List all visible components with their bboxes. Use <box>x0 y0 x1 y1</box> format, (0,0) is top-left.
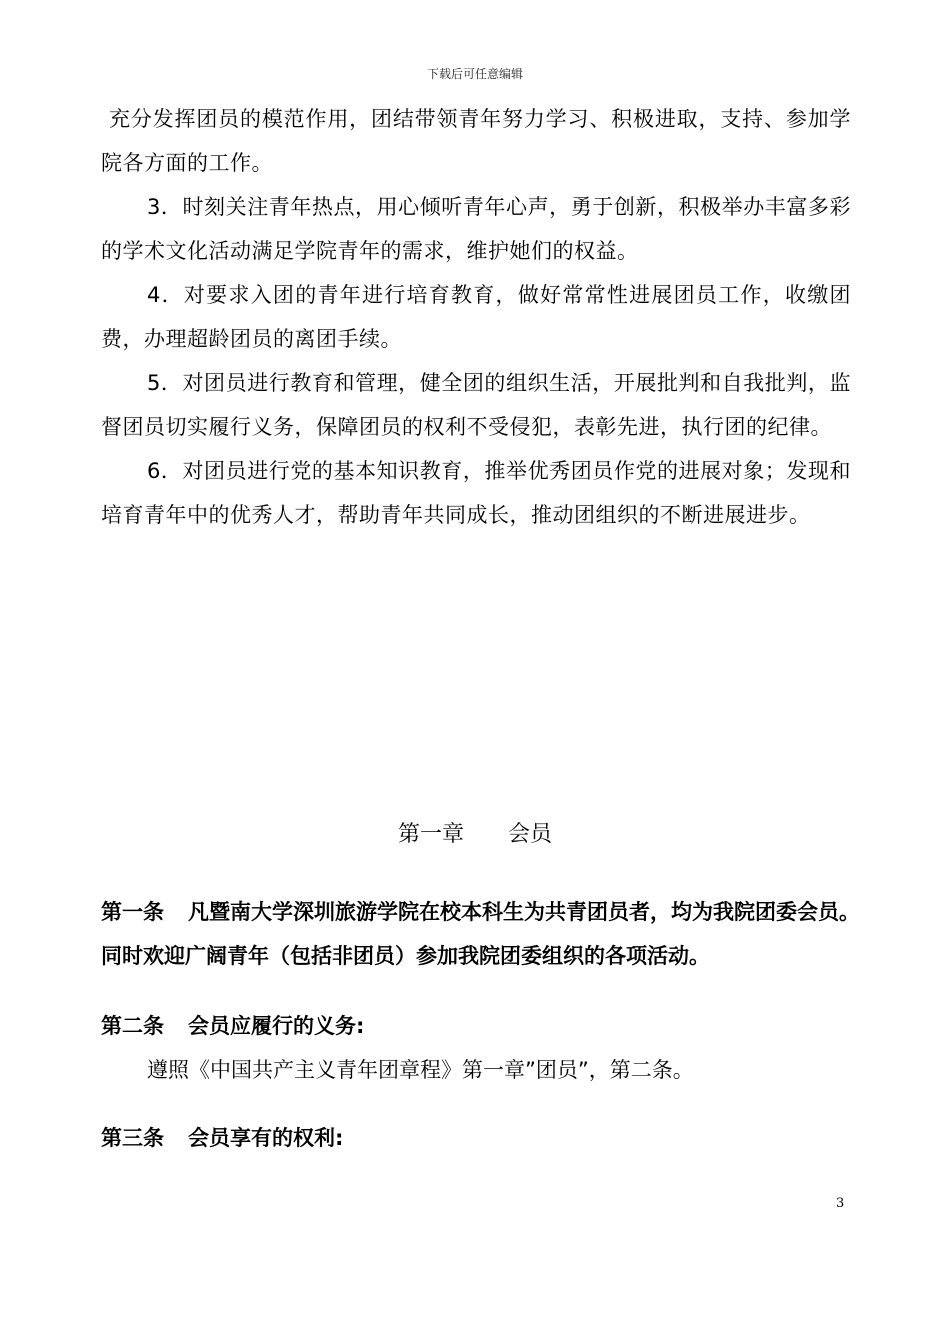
chapter-title: 会员 <box>508 822 553 847</box>
article-3-label: 第三条 <box>101 1126 164 1150</box>
chapter-heading <box>0 815 950 855</box>
articles-section <box>101 890 861 1160</box>
paragraph-item-5: 5．对团员进行教育和管理，健全团的组织生活，开展批判和自我批判，监督团员切实履行义务，保障团员的权利不受侵犯，表彰先进，执行团的纪律。 <box>101 371 851 439</box>
article-2-text: 会员应履行的义务: <box>188 1014 365 1038</box>
article-2 <box>101 1004 861 1048</box>
page-number: 3 <box>836 1196 845 1211</box>
paragraph-item-3: 3．时刻关注青年热点，用心倾听青年心声，勇于创新，积极举办丰富多彩的学术文化活动满足学院青年的需求，维护她们的权益。 <box>101 195 851 263</box>
article-1-text: 凡暨南大学深圳旅游学院在校本科生为共青团员者，均为我院团委会员。同时欢迎广阔青年（包括非团员）参加我院团委组织的各项活动。 <box>101 900 860 968</box>
body-text <box>101 97 851 537</box>
article-1-label: 第一条 <box>101 900 164 924</box>
article-3-text: 会员享有的权利: <box>188 1126 344 1150</box>
paragraph-continuation: 充分发挥团员的模范作用，团结带领青年努力学习、积极进取，支持、参加学院各方面的工作。 <box>101 107 851 175</box>
paragraph-item-4: 4．对要求入团的青年进行培育教育，做好常常性进展团员工作，收缴团费，办理超龄团员的离团手续。 <box>101 283 851 351</box>
page-header: 下载后可任意编辑 <box>426 67 523 81</box>
chapter-number: 第一章 <box>397 822 464 847</box>
article-1 <box>101 890 861 978</box>
paragraph-item-6: 6．对团员进行党的基本知识教育，推举优秀团员作党的进展对象；发现和培育青年中的优秀人才，帮助青年共同成长，推动团组织的不断进展进步。 <box>101 459 851 527</box>
article-2-body: 遵照《中国共产主义青年团章程》第一章”团员”，第二条。 <box>147 1058 694 1082</box>
article-2-label: 第二条 <box>101 1014 164 1038</box>
article-3 <box>101 1116 861 1160</box>
